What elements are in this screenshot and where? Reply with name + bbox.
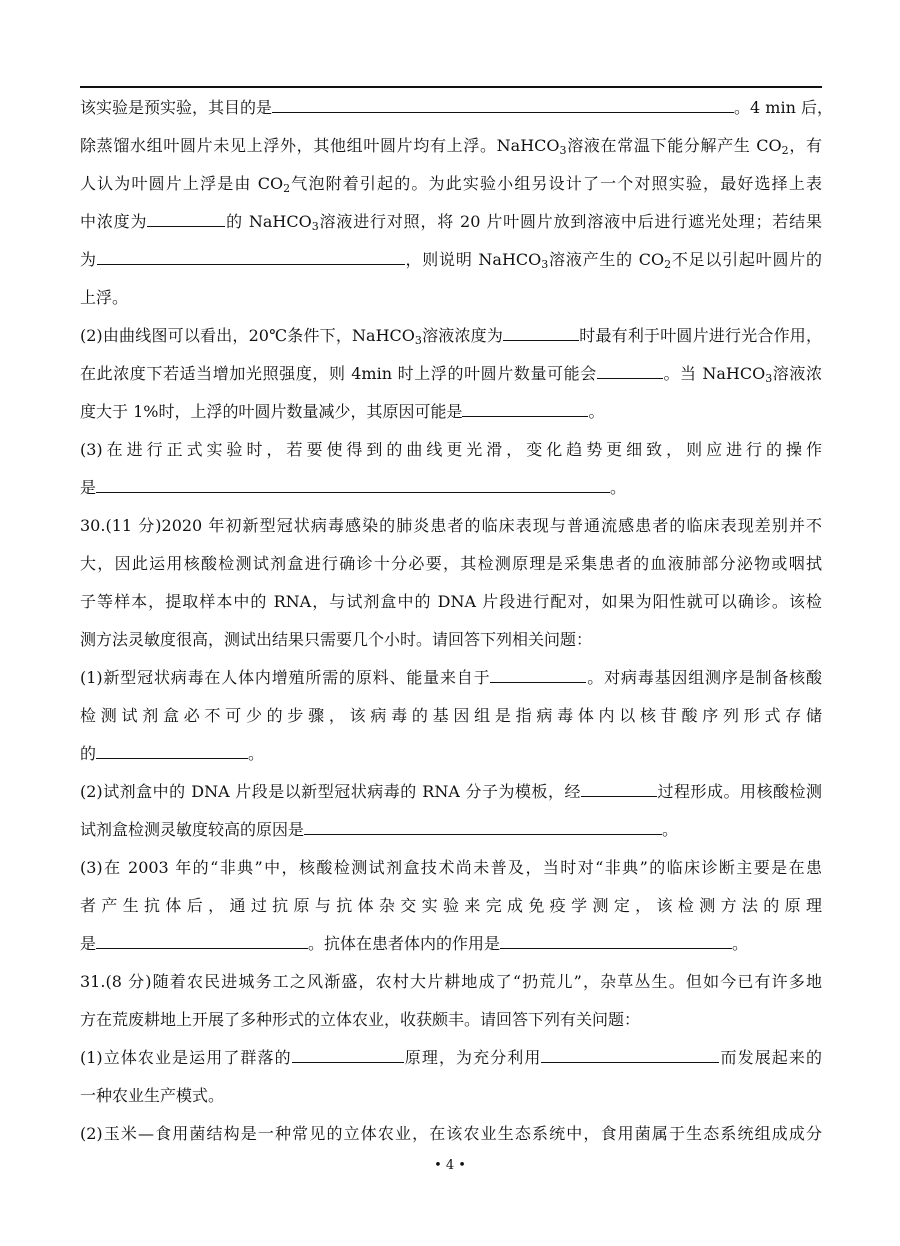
text-line <box>80 402 822 422</box>
text-line <box>80 288 822 308</box>
text-line <box>80 516 822 536</box>
answer-blank[interactable] <box>292 1048 404 1063</box>
text: 上浮。 <box>80 288 129 307</box>
text-line <box>80 174 822 194</box>
answer-blank[interactable] <box>462 402 588 417</box>
header-rule <box>80 86 822 88</box>
subscript: 2 <box>664 258 672 271</box>
answer-blank[interactable] <box>96 744 248 759</box>
text: 为 <box>80 250 97 269</box>
text-line <box>80 554 822 574</box>
text: 。当 NaHCO <box>662 364 766 383</box>
text-line <box>80 744 822 764</box>
answer-blank[interactable] <box>97 250 405 265</box>
subscript: 3 <box>414 334 422 347</box>
answer-blank[interactable] <box>541 1048 719 1063</box>
text-line <box>80 668 822 688</box>
text: (3)在进行正式实验时，若要使得到的曲线更光滑，变化趋势更细致，则应进行的操作 <box>80 440 822 459</box>
subscript: 3 <box>311 220 319 233</box>
answer-blank[interactable] <box>503 326 579 341</box>
text: (1)立体农业是运用了群落的 <box>80 1048 292 1067</box>
text-line <box>80 326 822 346</box>
text-line <box>80 364 822 384</box>
text: 。 <box>610 478 627 497</box>
text: (1)新型冠状病毒在人体内增殖所需的原料、能量来自于 <box>80 668 491 687</box>
text: 31.(8 分)随着农民进城务工之风渐盛，农村大片耕地成了“扔荒儿”，杂草丛生。但如今已有许多地 <box>80 972 822 991</box>
text: (2)试剂盒中的 DNA 片段是以新型冠状病毒的 RNA 分子为模板，经 <box>80 782 581 801</box>
text: 溶液进行对照，将 20 片叶圆片放到溶液中后进行遮光处理；若结果 <box>318 212 822 231</box>
text: 。对病毒基因组测序是制备核酸 <box>586 668 822 687</box>
text: 度大于 1%时，上浮的叶圆片数量减少，其原因可能是 <box>80 402 463 421</box>
text-line <box>80 250 822 270</box>
text-line <box>80 212 822 232</box>
text: 。 <box>662 820 679 839</box>
text: 子等样本，提取样本中的 RNA，与试剂盒中的 DNA 片段进行配对，如果为阳性就可以确诊。该检 <box>80 592 822 611</box>
text-line <box>80 630 822 650</box>
text: 溶液浓 <box>772 364 822 383</box>
text: 溶液产生的 CO <box>548 250 665 269</box>
answer-blank[interactable] <box>581 782 657 797</box>
text: (2)玉米—食用菌结构是一种常见的立体农业，在该农业生态系统中，食用菌属于生态系统组成成分 <box>80 1124 822 1143</box>
text: 溶液浓度为 <box>421 326 504 345</box>
text-line <box>80 972 822 992</box>
text-line <box>80 896 822 916</box>
subscript: 2 <box>283 182 291 195</box>
text: 溶液在常温下能分解产生 CO <box>566 136 782 155</box>
text: (3)在 2003 年的“非典”中，核酸检测试剂盒技术尚未普及，当时对“非典”的临床诊断主要是在患 <box>80 858 822 877</box>
text-line <box>80 478 822 498</box>
text: 。抗体在患者体内的作用是 <box>308 934 501 953</box>
page-number: • 4 • <box>434 1158 466 1173</box>
text-line <box>80 1086 822 1106</box>
text-line <box>80 1010 822 1030</box>
answer-blank[interactable] <box>304 820 662 835</box>
text-line <box>80 440 822 460</box>
text: 在此浓度下若适当增加光照强度，则 4min 时上浮的叶圆片数量可能会 <box>80 364 597 383</box>
text: 气泡附着引起的。为此实验小组另设计了一个对照实验，最好选择上表 <box>290 174 822 193</box>
text: 的 NaHCO <box>225 212 312 231</box>
text-line <box>80 934 822 954</box>
text: 检测试剂盒必不可少的步骤，该病毒的基因组是指病毒体内以核苷酸序列形式存储 <box>80 706 822 725</box>
text-line <box>80 706 822 726</box>
text: 是 <box>80 934 97 953</box>
text: 试剂盒检测灵敏度较高的原因是 <box>80 820 305 839</box>
text: 原理，为充分利用 <box>403 1048 542 1067</box>
text: 不足以引起叶圆片的 <box>671 250 822 269</box>
text: (2)由曲线图可以看出，20℃条件下，NaHCO <box>80 326 415 345</box>
text: 。 <box>248 744 265 763</box>
text: ，则说明 NaHCO <box>404 250 542 269</box>
answer-blank[interactable] <box>500 934 732 949</box>
subscript: 2 <box>781 144 789 157</box>
text-line <box>80 820 822 840</box>
text: 人认为叶圆片上浮是由 CO <box>80 174 284 193</box>
text: 是 <box>80 478 97 497</box>
text: 时最有利于叶圆片进行光合作用， <box>579 326 822 345</box>
subscript: 3 <box>765 372 773 385</box>
text: 中浓度为 <box>80 212 148 231</box>
text-line <box>80 98 833 118</box>
text: 。4 min 后， <box>734 98 833 117</box>
text: 过程形成。用核酸检测 <box>656 782 822 801</box>
text-line <box>80 858 822 878</box>
text: 方在荒废耕地上开展了多种形式的立体农业，收获颇丰。请回答下列有关问题： <box>80 1010 641 1029</box>
text: ，有 <box>788 136 822 155</box>
text: 一种农业生产模式。 <box>80 1086 225 1105</box>
text: 者产生抗体后，通过抗原与抗体杂交实验来完成免疫学测定，该检测方法的原理 <box>80 896 822 915</box>
text: 除蒸馏水组叶圆片未见上浮外，其他组叶圆片均有上浮。NaHCO <box>80 136 560 155</box>
text: 的 <box>80 744 97 763</box>
subscript: 3 <box>541 258 549 271</box>
text: 而发展起来的 <box>719 1048 822 1067</box>
answer-blank[interactable] <box>490 668 586 683</box>
text-line <box>80 136 822 156</box>
answer-blank[interactable] <box>96 478 610 493</box>
text: 大，因此运用核酸检测试剂盒进行确诊十分必要，其检测原理是采集患者的血液肺部分泌物或咽拭 <box>80 554 822 573</box>
text-line <box>80 1048 822 1068</box>
subscript: 3 <box>559 144 567 157</box>
text: 30.(11 分)2020 年初新型冠状病毒感染的肺炎患者的临床表现与普通流感患者的临床表现差别并不 <box>80 516 822 535</box>
text: 测方法灵敏度很高，测试出结果只需要几个小时。请回答下列相关问题： <box>80 630 593 649</box>
answer-blank[interactable] <box>597 364 663 379</box>
text: 。 <box>588 402 605 421</box>
text: 。 <box>732 934 749 953</box>
text-line <box>80 782 822 802</box>
answer-blank[interactable] <box>272 98 734 113</box>
answer-blank[interactable] <box>96 934 308 949</box>
text-line <box>80 1124 822 1144</box>
answer-blank[interactable] <box>147 212 225 227</box>
text-line <box>80 592 822 612</box>
text: 该实验是预实验，其目的是 <box>80 98 273 117</box>
